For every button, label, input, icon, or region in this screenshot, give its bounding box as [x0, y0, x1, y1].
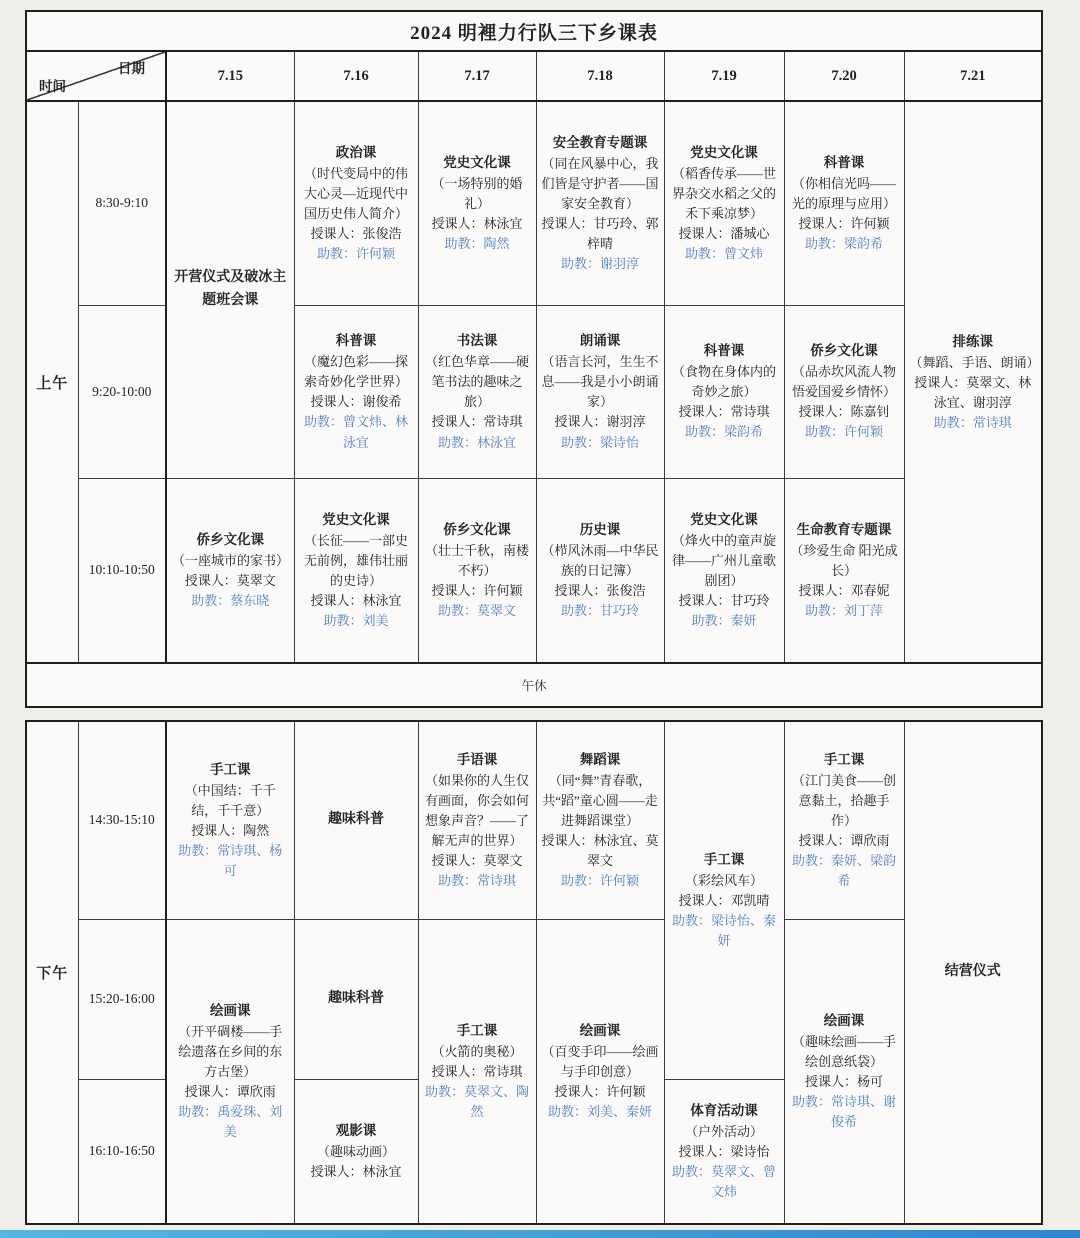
class-subtitle: （同在风暴中心，我们皆是守护者——国家安全教育）	[541, 155, 659, 211]
class-assistant: 助教：曾文炜	[684, 246, 763, 262]
class-title: 手工课	[456, 1023, 498, 1039]
class-assistant: 助教：莫翠文、陶然	[424, 1084, 529, 1120]
class-title: 趣味科普	[328, 990, 384, 1006]
class-teacher: 授课人：莫翠文	[431, 853, 523, 869]
class-assistant: 助教：甘巧玲	[560, 603, 639, 619]
afternoon-schedule-table	[25, 720, 1043, 1225]
class-assistant: 助教：梁诗怡、秦妍	[671, 913, 776, 949]
class-assistant: 助教：谢羽淳	[560, 256, 639, 272]
class-teacher: 授课人：甘巧玲、郭梓晴	[541, 216, 659, 252]
class-title: 绘画课	[210, 1003, 251, 1019]
class-title: 开营仪式及破冰主题班会课	[174, 270, 287, 308]
class-title: 科普课	[335, 333, 377, 349]
morning-section-label: 上午	[26, 101, 78, 663]
class-title: 历史课	[579, 522, 621, 538]
class-title: 排练课	[952, 333, 994, 349]
time-slot-1: 8:30-9:10	[78, 101, 166, 305]
cell-r2-720	[784, 305, 904, 478]
cell-r2-719	[664, 305, 784, 478]
class-subtitle: （时代变局中的伟大心灵—近现代中国历史伟人简介）	[303, 165, 408, 221]
time-slot-6: 16:10-16:50	[78, 1079, 166, 1224]
cell-r3-719	[664, 478, 784, 663]
class-subtitle: （开平碉楼——手绘遗落在乡间的东方古堡）	[178, 1023, 283, 1079]
class-title: 手工课	[703, 852, 745, 868]
cell-rehearsal	[904, 101, 1042, 663]
class-assistant: 助教：刘丁萍	[804, 603, 883, 619]
class-title: 手语课	[456, 752, 498, 768]
cell-r3-716	[294, 478, 418, 663]
cell-r5-720	[784, 919, 904, 1224]
class-subtitle: （如果你的人生仅有画面，你会如何想象声音？——了解无声的世界）	[424, 772, 529, 849]
date-header-716: 7.16	[294, 51, 418, 101]
class-title: 党史文化课	[690, 145, 758, 161]
cell-r4-715	[166, 721, 294, 919]
class-subtitle: （红色华章——硬笔书法的趣味之旅）	[424, 353, 529, 410]
class-subtitle: （百变手印——绘画与手印创意）	[541, 1043, 659, 1079]
class-subtitle: （语言长河，生生不息——我是小小朗诵家）	[541, 353, 659, 410]
class-subtitle: （品赤坎风流人物 悟爱国爱乡情怀）	[791, 364, 896, 400]
class-subtitle: （火箭的奥秘）	[431, 1043, 523, 1059]
afternoon-section-label: 下午	[26, 721, 78, 1224]
lunch-break-row: 午休	[26, 663, 1042, 707]
class-assistant: 助教：陶然	[444, 236, 510, 252]
class-subtitle: （长征——一部史无前例，雄伟壮丽的史诗）	[303, 532, 408, 588]
class-teacher: 授课人：常诗琪	[431, 414, 523, 430]
cell-r1-716	[294, 101, 418, 305]
class-assistant: 助教：许何颖	[316, 246, 395, 262]
class-subtitle: （趣味动画）	[316, 1143, 395, 1159]
class-subtitle: （你相信光吗——光的原理与应用）	[791, 175, 896, 211]
class-title: 舞蹈课	[579, 752, 621, 768]
class-teacher: 授课人：邓凯晴	[678, 892, 770, 908]
cell-r1-717	[418, 101, 536, 305]
class-teacher: 授课人：杨可	[804, 1073, 883, 1089]
date-header-720: 7.20	[784, 51, 904, 101]
date-header-719: 7.19	[664, 51, 784, 101]
class-subtitle: （稻香传承——世界杂交水稻之父的禾下乘凉梦）	[671, 165, 776, 221]
cell-r5-717	[418, 919, 536, 1224]
class-assistant: 助教：梁韵希	[804, 236, 883, 252]
class-assistant: 助教：曾文炜、林泳宜	[303, 414, 408, 450]
class-teacher: 授课人：张俊浩	[554, 583, 646, 599]
class-title: 侨乡文化课	[443, 522, 511, 538]
class-teacher: 授课人：谢羽淳	[554, 414, 646, 430]
cell-r4-719	[664, 721, 784, 1079]
class-subtitle: （食物在身体内的奇妙之旅）	[671, 364, 776, 400]
time-slot-2: 9:20-10:00	[78, 305, 166, 478]
class-title: 党史文化课	[690, 512, 758, 528]
cell-r1-718	[536, 101, 664, 305]
class-teacher: 授课人：许何颖	[431, 583, 523, 599]
class-assistant: 助教：常诗琪	[933, 414, 1012, 430]
cell-r2-717	[418, 305, 536, 478]
class-assistant: 助教：刘美	[323, 613, 389, 629]
date-header-715: 7.15	[166, 51, 294, 101]
class-teacher: 授课人：常诗琪	[678, 404, 770, 420]
class-title: 安全教育专题课	[552, 135, 648, 151]
class-title: 侨乡文化课	[196, 532, 264, 548]
class-teacher: 授课人：谭欣雨	[184, 1084, 276, 1100]
class-teacher: 授课人：邓春妮	[798, 583, 890, 599]
cell-r6-716	[294, 1079, 418, 1224]
class-subtitle: （中国结：千千结，千千意）	[184, 782, 276, 818]
class-title: 党史文化课	[322, 512, 390, 528]
class-title: 政治课	[335, 145, 377, 161]
class-title: 朗诵课	[579, 333, 621, 349]
class-teacher: 授课人：林泳宜	[310, 1164, 402, 1180]
class-teacher: 授课人：甘巧玲	[678, 593, 770, 609]
class-subtitle: （烽火中的童声旋律——广州儿童歌剧团）	[671, 532, 776, 588]
class-teacher: 授课人：谭欣雨	[798, 833, 890, 849]
datetime-corner-cell	[26, 51, 166, 101]
class-assistant: 助教：莫翠文	[437, 603, 516, 619]
class-teacher: 授课人：谢俊希	[310, 394, 402, 410]
cell-opening-ceremony	[166, 101, 294, 478]
time-slot-3: 10:10-10:50	[78, 478, 166, 663]
class-teacher: 授课人：许何颖	[798, 216, 890, 232]
class-assistant: 助教：禹爱珠、刘美	[178, 1104, 283, 1140]
class-subtitle: （一座城市的家书）	[172, 552, 290, 568]
class-teacher: 授课人：林泳宜	[431, 216, 523, 232]
class-teacher: 授课人：潘城心	[678, 226, 770, 242]
class-title: 党史文化课	[443, 155, 511, 171]
cell-r1-719	[664, 101, 784, 305]
cell-r2-716	[294, 305, 418, 478]
class-assistant: 助教：常诗琪、杨可	[178, 843, 283, 879]
class-teacher: 授课人：莫翠文	[184, 572, 276, 588]
class-title: 观影课	[335, 1123, 377, 1139]
class-title: 手工课	[210, 762, 251, 778]
class-title: 科普课	[823, 155, 865, 171]
time-slot-5: 15:20-16:00	[78, 919, 166, 1079]
class-assistant: 助教：梁诗怡	[560, 434, 639, 450]
class-teacher: 授课人：陶然	[191, 822, 270, 838]
class-teacher: 授课人：张俊浩	[310, 226, 402, 242]
cell-r2-718	[536, 305, 664, 478]
date-axis-label: 日期	[118, 61, 145, 76]
class-assistant: 助教：许何颖	[804, 424, 883, 440]
class-title: 结营仪式	[944, 964, 1001, 980]
cell-r3-717	[418, 478, 536, 663]
class-subtitle: （江门美食——创意黏土，拾趣手作）	[791, 772, 896, 828]
date-header-718: 7.18	[536, 51, 664, 101]
class-assistant: 助教：常诗琪	[437, 873, 516, 889]
class-assistant: 助教：刘美、秦妍	[547, 1104, 652, 1120]
cell-r5-715	[166, 919, 294, 1224]
class-assistant: 助教：蔡东晓	[191, 593, 270, 609]
class-subtitle: （栉风沐雨—中华民族的日记簿）	[541, 542, 659, 578]
class-teacher: 授课人：林泳宜、莫翠文	[541, 833, 659, 869]
class-subtitle: （一场特别的婚礼）	[431, 175, 523, 211]
class-assistant: 助教：许何颖	[560, 873, 639, 889]
class-subtitle: （彩绘风车）	[684, 872, 763, 888]
cell-r4-720	[784, 721, 904, 919]
class-title: 手工课	[823, 752, 865, 768]
class-subtitle: （舞蹈、手语、朗诵）	[909, 354, 1040, 370]
class-title: 生命教育专题课	[796, 522, 892, 538]
cell-r5-718	[536, 919, 664, 1224]
cell-r4-716	[294, 721, 418, 919]
class-assistant: 助教：常诗琪、谢俊希	[791, 1094, 896, 1130]
class-subtitle: （珍爱生命 阳光成长）	[790, 542, 898, 578]
class-assistant: 助教：秦妍、梁韵希	[791, 853, 896, 889]
class-title: 绘画课	[823, 1013, 865, 1029]
section-divider	[25, 708, 1080, 720]
class-assistant: 助教：莫翠文、曾文炜	[671, 1164, 776, 1200]
page-title: 2024 明裡力行队三下乡课表	[26, 11, 1042, 51]
cell-r1-720	[784, 101, 904, 305]
class-teacher: 授课人：常诗琪	[431, 1063, 523, 1079]
cell-r3-718	[536, 478, 664, 663]
class-subtitle: （趣味绘画——手绘创意纸袋）	[791, 1033, 896, 1069]
date-header-717: 7.17	[418, 51, 536, 101]
class-teacher: 授课人：许何颖	[554, 1084, 646, 1100]
time-axis-label: 时间	[39, 79, 66, 94]
class-teacher: 授课人：林泳宜	[310, 593, 402, 609]
cell-r4-717	[418, 721, 536, 919]
class-subtitle: （壮士千秋，南楼不朽）	[424, 542, 529, 578]
class-subtitle: （户外活动）	[684, 1123, 763, 1139]
time-slot-4: 14:30-15:10	[78, 721, 166, 919]
cell-closing-ceremony	[904, 721, 1042, 1224]
cell-r3-715	[166, 478, 294, 663]
class-title: 科普课	[703, 343, 745, 359]
cell-r6-719	[664, 1079, 784, 1224]
date-header-721: 7.21	[904, 51, 1042, 101]
class-title: 侨乡文化课	[810, 343, 878, 359]
cell-r4-718	[536, 721, 664, 919]
class-teacher: 授课人：梁诗怡	[678, 1143, 770, 1159]
class-assistant: 助教：林泳宜	[437, 434, 516, 450]
cell-r5-716	[294, 919, 418, 1079]
cell-r3-720	[784, 478, 904, 663]
class-subtitle: （魔幻色彩——探索奇妙化学世界）	[303, 353, 408, 390]
class-title: 绘画课	[579, 1023, 621, 1039]
class-title: 体育活动课	[690, 1103, 758, 1119]
bottom-accent-bar	[0, 1230, 1080, 1238]
class-title: 趣味科普	[328, 812, 384, 828]
class-assistant: 助教：梁韵希	[684, 424, 763, 440]
class-assistant: 助教：秦妍	[691, 613, 757, 629]
class-teacher: 授课人：莫翠文、林泳宜、谢羽淳	[914, 374, 1032, 410]
class-teacher: 授课人：陈嘉钊	[798, 404, 890, 420]
morning-schedule-table	[25, 10, 1043, 708]
class-subtitle: （同“舞”青春歌，共“蹈”童心圆——走进舞蹈课堂）	[542, 772, 658, 828]
class-title: 书法课	[456, 333, 498, 349]
